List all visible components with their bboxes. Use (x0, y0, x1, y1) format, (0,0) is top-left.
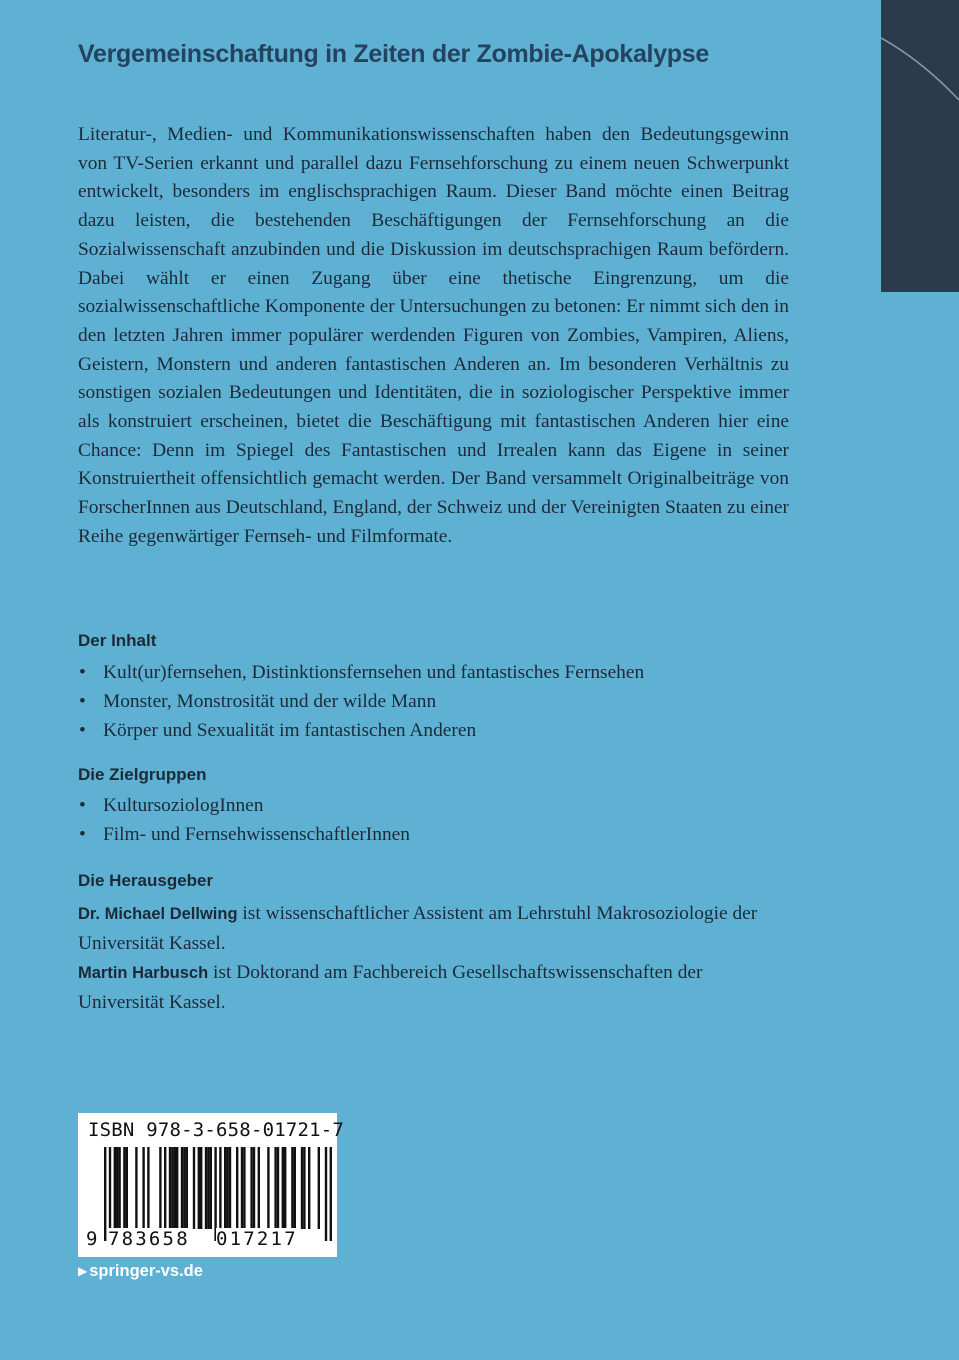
barcode-bar (193, 1147, 195, 1229)
barcode-bar (176, 1147, 178, 1229)
book-title: Vergemeinschaftung in Zeiten der Zombie-Apokalypse (78, 40, 709, 68)
contents-list (78, 658, 798, 745)
barcode-bar (274, 1147, 276, 1229)
barcode-bar (282, 1147, 284, 1229)
barcode-guard-bar (219, 1147, 221, 1241)
barcode-bar (224, 1147, 226, 1229)
barcode-guard-bar (109, 1147, 111, 1241)
barcode-bar (243, 1147, 245, 1229)
barcode-bar (226, 1147, 228, 1229)
list-item: • Monster, Monstrosität und der wilde Mann (78, 687, 798, 716)
editor-name: Martin Harbusch (78, 964, 209, 982)
barcode-bar (303, 1147, 305, 1229)
list-item: • Körper und Sexualität im fantastischen Anderen (78, 716, 798, 745)
barcode-bar (229, 1147, 231, 1229)
barcode-bar (291, 1147, 293, 1229)
barcode-bar (186, 1147, 188, 1229)
barcode-bar (142, 1147, 144, 1229)
barcode-bar (171, 1147, 173, 1229)
editors-heading: Die Herausgeber (78, 871, 214, 890)
barcode-bar (118, 1147, 120, 1229)
list-item: • Kult(ur)fernsehen, Distinktionsfernsehen und fantastisches Fernsehen (78, 658, 798, 687)
barcode-bar (169, 1147, 171, 1229)
editor-name: Dr. Michael Dellwing (78, 905, 238, 923)
barcode-guard-bar (214, 1147, 216, 1241)
barcode-guard-bar (104, 1147, 106, 1241)
barcode-bar (159, 1147, 161, 1229)
barcode-bar (164, 1147, 166, 1229)
barcode-guard-bar (330, 1147, 332, 1241)
list-item: • Film- und FernsehwissenschaftlerInnen (78, 820, 798, 849)
corner-decoration (881, 0, 959, 292)
editor-bio: ist Doktorand am Fachbereich Gesellschaftswissenschaften der Universität Kassel. (78, 962, 703, 1013)
barcode-bar (174, 1147, 176, 1229)
ean-first-digit: 9 (86, 1228, 100, 1250)
contents-heading: Der Inhalt (78, 631, 157, 650)
audience-list (78, 791, 798, 849)
publisher-website[interactable] (78, 1262, 203, 1281)
barcode-bar (126, 1147, 128, 1229)
barcode-bar (147, 1147, 149, 1229)
barcode-bar (308, 1147, 310, 1229)
barcode-bar (135, 1147, 137, 1229)
barcode-bar (181, 1147, 183, 1229)
editor-bio: ist wissenschaftlicher Assistent am Lehrstuhl Makrosoziologie der Universität Kassel. (78, 903, 758, 954)
barcode-bar (114, 1147, 116, 1229)
ean-right-group: 017217 (216, 1228, 298, 1250)
barcode-bar (277, 1147, 279, 1229)
barcode-bar (318, 1147, 320, 1229)
barcode-bar (205, 1147, 207, 1229)
barcode-bar (200, 1147, 202, 1229)
barcode-bar (301, 1147, 303, 1229)
isbn-label: ISBN 978-3-658-01721-7 (88, 1119, 345, 1141)
editors-text (78, 899, 789, 1017)
barcode-bar (116, 1147, 118, 1229)
barcode-bar (183, 1147, 185, 1229)
isbn-barcode (78, 1113, 345, 1257)
ean-left-group: 783658 (108, 1228, 190, 1250)
barcode-bar (198, 1147, 200, 1229)
description-text: Literatur-, Medien- und Kommunikationswissenschaften haben den Bedeutungsgewinn von TV-Serien erkannt und parallel dazu Fernsehforschung zu einem neuen Schwerpunkt entwickelt, besonders im englischsprachigen Raum. Dieser Band möchte einen Beitrag dazu leisten, die bestehenden Beschäftigungen der Fernsehforschung an die Sozialwissenschaft anzubinden und die Diskussion im deutschsprachigen Raum befördern. Dabei wählt er einen Zugang über eine thetische Eingrenzung, um die sozialwissenschaftliche Komponente der Untersuchungen zu betonen: Er nimmt sich den in den letzten Jahren immer populärer werdenden Figuren von Zombies, Vampiren, Aliens, Geistern, Monstern und anderen fantastischen Anderen an. Im besonderen Verhältnis zu sonstigen sozialen Bedeutungen und Identitäten, die in soziologischer Perspektive immer als konstruiert erscheinen, bietet die Beschäftigung mit fantastischen Anderen hier eine Chance: Denn im Spiegel des Fantastischen und Irrealen kann das Eigene in seiner Konstruiertheit offensichtlich gemacht werden. Der Band versammelt Originalbeiträge von ForscherInnen aus Deutschland, England, der Schweiz und der Vereinigten Staaten zu einer Reihe gegenwärtiger Fernseh- und Filmformate. (78, 124, 789, 547)
barcode-bar (284, 1147, 286, 1229)
website-label: springer-vs.de (89, 1262, 203, 1280)
barcode-bar (236, 1147, 238, 1229)
barcode-bar (210, 1147, 212, 1229)
barcode-bar (258, 1147, 260, 1229)
barcode-bar (241, 1147, 243, 1229)
arrow-right-icon: ▶ (78, 1264, 88, 1278)
barcode-bar (253, 1147, 255, 1229)
barcode-bar (123, 1147, 125, 1229)
audience-heading: Die Zielgruppen (78, 765, 207, 784)
barcode-bar (267, 1147, 269, 1229)
barcode-bar (207, 1147, 209, 1229)
barcode-guard-bar (325, 1147, 327, 1241)
barcode-bar (294, 1147, 296, 1229)
list-item: • KultursoziologInnen (78, 791, 798, 820)
barcode-bar (250, 1147, 252, 1229)
